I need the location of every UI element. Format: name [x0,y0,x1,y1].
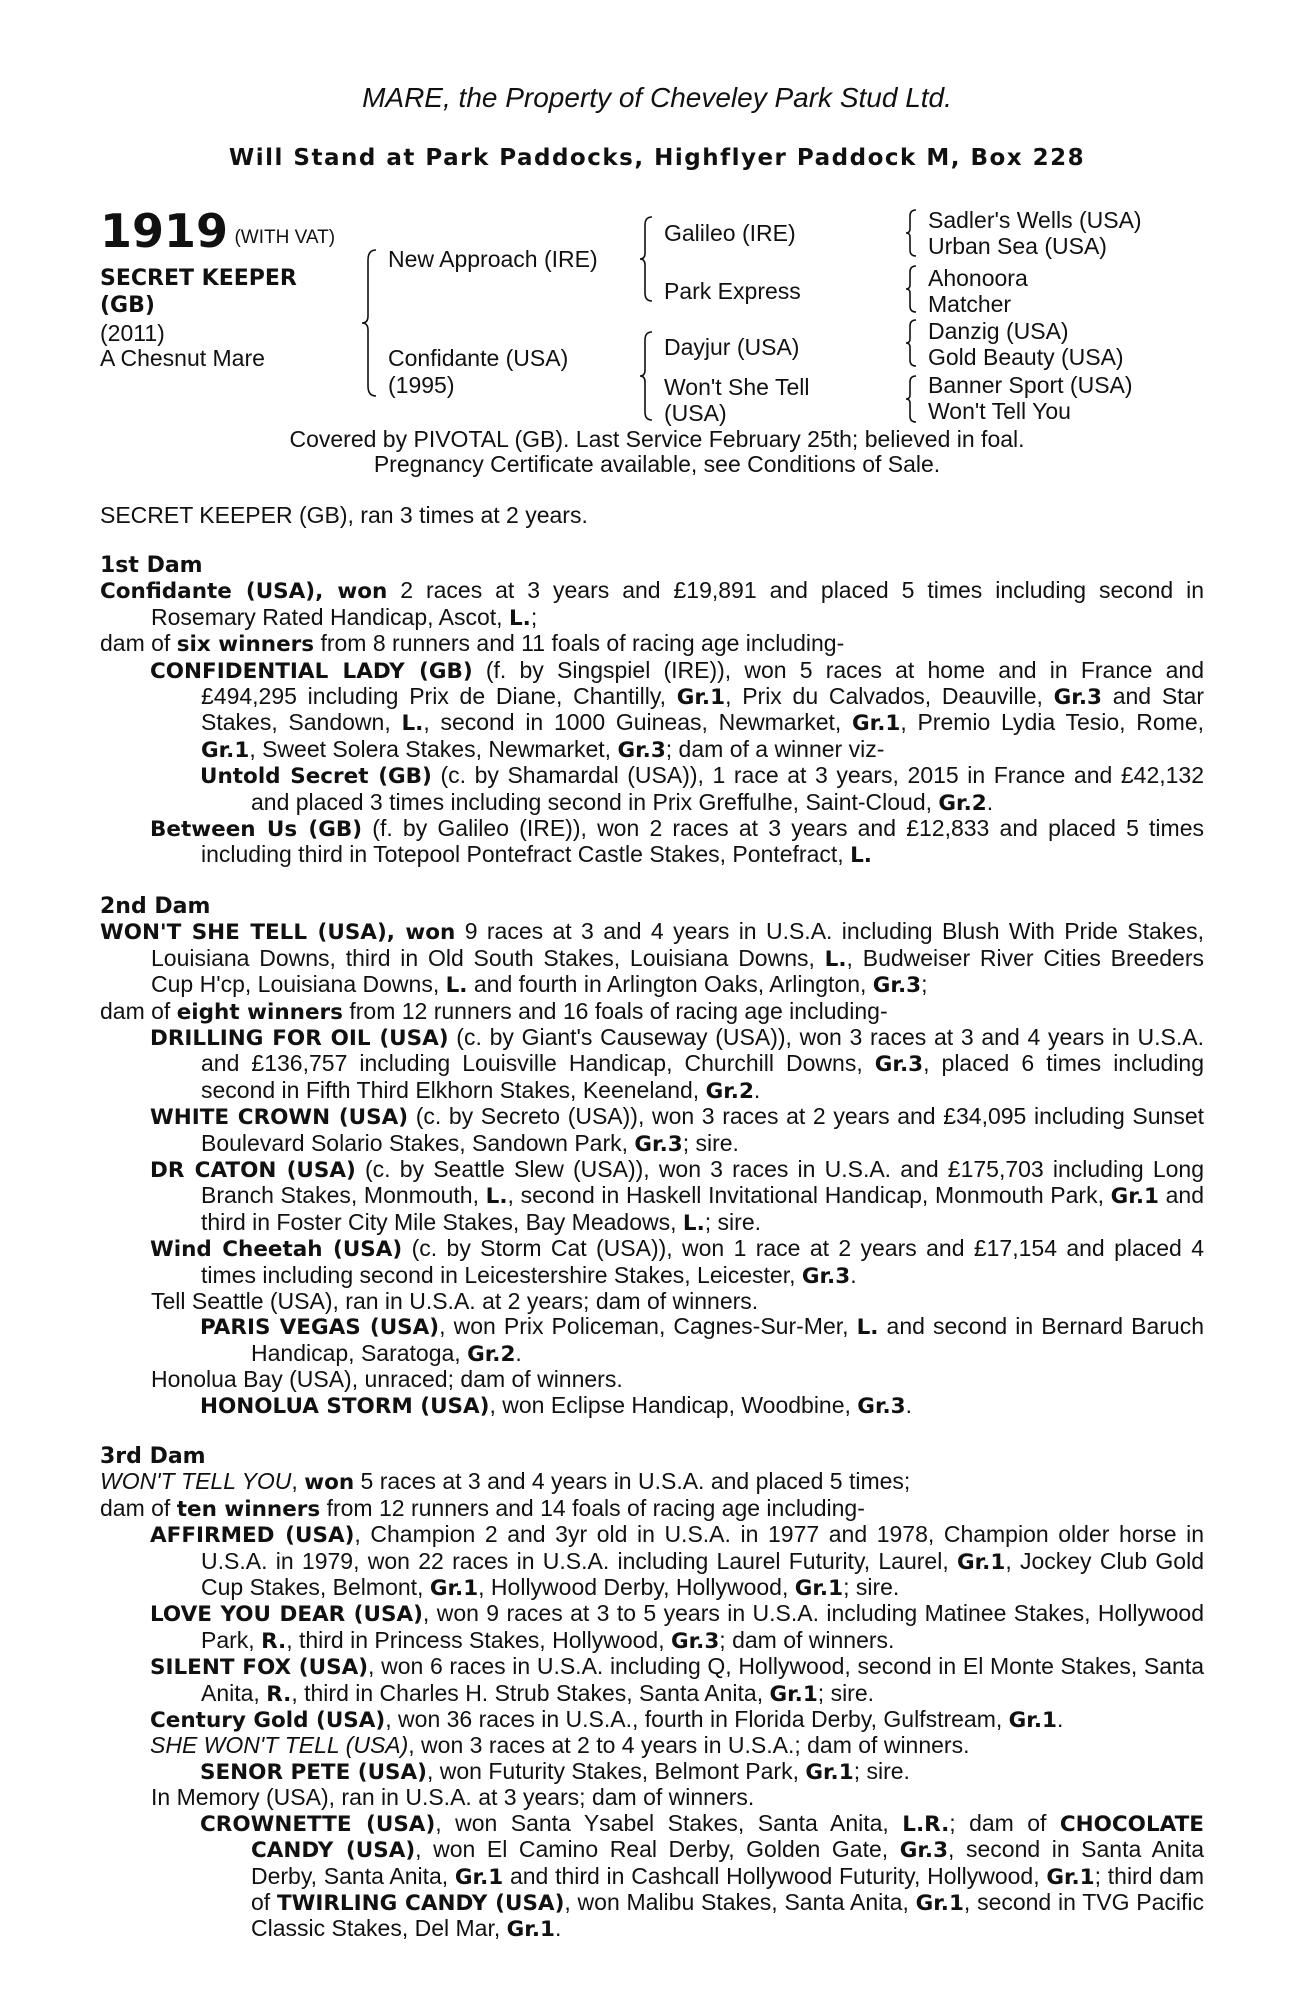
text-run: and fourth in Arlington Oaks, Arlington, [467,971,873,998]
text-run: CHOCOLATE CANDY (USA) [251,1811,1204,1864]
text-run: . [753,1076,761,1103]
text-run: Gr.3 [857,1393,906,1419]
text-run: 2 races at 3 years and £19,891 and placed 5 times including second in Rosemary Rated Handicap, Ascot, [151,577,1204,630]
text-run: Gr.1 [1008,1708,1057,1734]
text-run: , won 36 races in U.S.A., fourth in Florida Derby, Gulfstream, [385,1706,1009,1733]
text-run: ; sire. [843,1574,900,1601]
text-run: , won Santa Ysabel Stakes, Santa Anita, [435,1809,903,1836]
pedigree-g3: Ahonoora [928,265,1028,291]
text-run: , third in Charles H. Strub Stakes, Santa Anita, [291,1679,770,1706]
pedigree-g7: Banner Sport (USA) [928,372,1133,398]
text-run: Gr.1 [957,1549,1006,1575]
text-run: (c. by Giant's Causeway (USA)), won 3 races at 3 and 4 years in U.S.A. and £136,757 including Louisville Handicap, Churchill Downs, [201,1023,1204,1077]
horse-name [100,265,350,319]
text-run: , Jockey Club Gold Cup Stakes, Belmont, [201,1547,1204,1601]
text-run: , won Eclipse Handicap, Woodbine, [489,1391,858,1418]
text-run: R. [266,1681,292,1707]
pedigree-bracket-g78 [906,374,920,424]
progeny-entry: Tell Seattle (USA), ran in U.S.A. at 2 years; dam of winners. [151,1287,759,1314]
pedigree-dam-sire: Dayjur (USA) [664,334,800,360]
progeny-entry [100,1601,1204,1654]
text-run: ; sire. [682,1129,739,1156]
second-dam-name: WON'T SHE TELL (USA), won [100,920,456,946]
text-run: L. [508,605,531,631]
text-run: . [554,1915,562,1942]
progeny-name: WHITE CROWN (USA) [150,1105,409,1131]
text-run: , won 3 races at 2 to 4 years in U.S.A.; dam of winners. [408,1732,970,1759]
text-run: Gr.3 [872,973,922,999]
text-run: Gr.3 [899,1838,949,1864]
pedigree-bracket-dam [640,330,656,422]
text-run: , won 9 races at 3 to 5 years in U.S.A. including Matinee Stakes, Hollywood Park, [201,1600,1204,1653]
text-run: Gr.1 [1110,1184,1159,1210]
text-run: , Champion 2 and 3yr old in U.S.A. in 1977 and 1978, Champion older horse in U.S.A. in 1979, won 22 races in U.S.A. including Laurel Futurity, Laurel, [201,1521,1205,1574]
pedigree-g5: Danzig (USA) [928,318,1069,344]
text-run: Gr.1 [676,685,726,711]
text-run: ; dam of a winner viz- [665,735,885,762]
progeny-entry [100,1104,1204,1157]
pedigree-dam-dam-line2: (USA) [664,400,727,426]
text-run: , won Futurity Stakes, Belmont Park, [427,1757,806,1784]
text-run: eight winners [176,999,343,1025]
progeny-name: LOVE YOU DEAR (USA) [150,1602,423,1628]
text-run: , Sweet Solera Stakes, Newmarket, [249,735,618,762]
text-run: Gr.3 [1053,685,1102,711]
stand-line: Will Stand at Park Paddocks, Highflyer Paddock M, Box 228 [228,145,1086,171]
text-run: . [850,1261,857,1288]
progeny-entry [100,816,1204,869]
text-run: and third in Cashcall Hollywood Futurity, Hollywood, [503,1862,1047,1889]
text-run: won [304,1470,355,1496]
text-run: Gr.2 [938,790,987,816]
text-run: Gr.1 [429,1576,479,1602]
pedigree-dam-year: (1995) [388,372,455,398]
text-run: ; sire. [817,1679,875,1706]
lot-number: 1919 [100,204,229,258]
progeny-entry [100,658,1204,764]
progeny-name: Between Us (GB) [150,817,363,843]
progeny-name: Century Gold (USA) [150,1708,386,1734]
text-run: Gr.3 [634,1131,683,1157]
progeny-name: HONOLUA STORM (USA) [200,1393,490,1419]
horse-year: (2011) [100,320,165,346]
text-run: , Hollywood Derby, Hollywood, [478,1574,795,1601]
text-run: and third in Foster City Mile Stakes, Bay Meadows, [201,1182,1204,1235]
text-run: ; third dam of [251,1862,1204,1915]
text-run: , won El Camino Real Derby, Golden Gate, [415,1836,900,1863]
vat-label: (WITH VAT) [234,227,336,248]
text-run: L. [445,973,468,999]
third-dam-produce [100,1496,1204,1522]
text-run: ; sire. [704,1208,761,1235]
text-run: , third in Princess Stakes, Hollywood, [286,1626,671,1653]
text-run: L. [856,1315,879,1341]
first-dam-produce [100,631,1204,657]
text-run: ; [921,971,928,998]
third-dam-name: WON'T TELL YOU [100,1468,292,1495]
pedigree-dam: Confidante (USA) [388,345,569,371]
second-dam-entry [100,919,1204,998]
text-run: 5 races at 3 and 4 years in U.S.A. and placed 5 times; [354,1468,911,1495]
text-run: , placed 6 times including second in Fifth Third Elkhorn Stakes, Keeneland, [201,1050,1204,1103]
first-dam-entry [100,578,1204,631]
text-run: ; dam of [949,1809,1060,1836]
text-run: from 8 runners and 11 foals of racing age including- [314,630,845,657]
pedigree-sire-dam: Park Express [664,278,801,304]
text-run: Gr.1 [805,1759,854,1785]
progeny-entry [100,763,1204,816]
text-run: L.R. [902,1811,950,1837]
text-run: from 12 runners and 14 foals of racing age including- [320,1494,865,1521]
text-run: , won 6 races in U.S.A. including Q, Hollywood, second in El Monte Stakes, Santa Anita, [201,1653,1204,1706]
text-run: Gr.1 [506,1917,555,1943]
text-run: , second in TVG Pacific Classic Stakes, Del Mar, [251,1888,1204,1942]
text-run: L. [401,711,424,737]
text-run: , second in 1000 Guineas, Newmarket, [423,709,853,736]
pedigree-sire-sire: Galileo (IRE) [664,220,796,246]
progeny-entry [100,1025,1204,1104]
progeny-entry [100,1236,1204,1289]
progeny-entry: In Memory (USA), ran in U.S.A. at 3 years; dam of winners. [151,1784,755,1811]
pregnancy-line: Pregnancy Certificate available, see Conditions of Sale. [373,451,941,477]
pedigree-g4: Matcher [928,291,1012,317]
text-run: (f. by Galileo (IRE)), won 2 races at 3 years and £12,833 and placed 5 times including third in Totepool Pontefract Castle Stakes, Pontefract, [201,815,1204,868]
text-run: (c. by Seattle Slew (USA)), won 3 races in U.S.A. and £175,703 including Long Branch Stakes, Monmouth, [201,1155,1204,1209]
progeny-entry [100,1314,1204,1367]
pedigree-bracket-g56 [906,318,920,368]
text-run: ; dam of winners. [719,1626,895,1653]
text-run: . [1056,1706,1064,1733]
horse-description: A Chesnut Mare [100,345,265,371]
text-run: L. [824,946,847,972]
text-run: Gr.3 [801,1263,851,1289]
text-run: from 12 runners and 16 foals of racing age including- [342,997,888,1024]
pedigree-bracket-sire [640,215,656,303]
horse-name-line2: (GB) [100,293,155,318]
text-run: L. [682,1210,705,1236]
produce-record [100,553,1204,1943]
progeny-entry [100,1759,1204,1785]
text-run: , [291,1468,305,1495]
text-run: Gr.2 [705,1078,754,1104]
text-run: (f. by Singspiel (IRE)), won 5 races at home and in France and £494,295 including Prix de Diane, Chantilly, [201,656,1204,710]
text-run: ten winners [176,1496,321,1522]
pedigree-g1: Sadler's Wells (USA) [928,207,1142,233]
text-run: Gr.1 [852,711,901,737]
text-run: L. [850,843,872,869]
pedigree-bracket-g12 [906,208,920,258]
second-dam-heading: 2nd Dam [100,893,211,919]
second-dam-produce [100,999,1204,1025]
text-run: Gr.3 [617,737,666,763]
progeny-name: SHE WON'T TELL (USA) [150,1732,409,1759]
text-run: , Prix du Calvados, Deauville, [725,683,1054,710]
text-run: , second in Santa Anita Derby, Santa Anita, [251,1836,1205,1889]
text-run: (c. by Storm Cat (USA)), won 1 race at 2 years and £17,154 and placed 4 times including second in Leicestershire Stakes, Leicester, [201,1235,1204,1288]
text-run: (c. by Shamardal (USA)), 1 race at 3 years, 2015 in France and £42,132 and placed 3 times including second in Prix Greffulhe, Saint-Cloud, [251,762,1204,815]
text-run: six winners [176,632,315,658]
text-run: R. [261,1628,287,1654]
text-run: . [905,1391,912,1418]
first-dam-name: Confidante (USA), won [100,579,388,605]
text-run: dam of [100,630,177,657]
lot-header [100,204,336,258]
third-dam-entry [100,1469,1204,1495]
text-run: TWIRLING CANDY (USA) [276,1890,565,1916]
progeny-entry [100,1157,1204,1236]
text-run: , Premio Lydia Tesio, Rome, [900,709,1205,736]
text-run: , Budweiser River Cities Breeders Cup H'cp, Louisiana Downs, [151,944,1204,998]
text-run: dam of [100,1494,177,1521]
text-run: dam of [100,997,177,1024]
text-run: . [986,788,994,815]
text-run: , second in Haskell Invitational Handicap, Monmouth Park, [507,1182,1111,1209]
progeny-name: DR CATON (USA) [150,1157,356,1183]
text-run: Gr.1 [201,737,250,763]
pedigree-dam-dam: Won't She Tell [664,374,810,400]
text-run: Gr.2 [467,1341,516,1367]
text-run: , won Prix Policeman, Cagnes-Sur-Mer, [439,1313,857,1340]
progeny-entry: Honolua Bay (USA), unraced; dam of winners. [151,1366,623,1393]
pedigree-sire: New Approach (IRE) [388,246,598,272]
text-run: Gr.1 [454,1864,504,1890]
horse-name-line1: SECRET KEEPER [100,266,297,291]
pedigree-g8: Won't Tell You [928,398,1071,424]
pedigree-bracket-g34 [906,264,920,314]
owner-line: MARE, the Property of Cheveley Park Stud Ltd. [362,82,952,113]
first-dam-heading: 1st Dam [100,553,203,578]
text-run: 9 races at 3 and 4 years in U.S.A. including Blush With Pride Stakes, Louisiana Downs, third in Old South Stakes, Louisiana Downs, [151,918,1204,971]
race-record: SECRET KEEPER (GB), ran 3 times at 2 years. [100,502,588,528]
text-run: (c. by Secreto (USA)), won 3 races at 2 years and £34,095 including Sunset Boulevard Solario Stakes, Sandown Park, [201,1103,1205,1156]
text-run: Gr.1 [794,1576,844,1602]
progeny-entry [100,1707,1204,1733]
progeny-name: DRILLING FOR OIL (USA) [150,1025,449,1051]
third-dam-heading: 3rd Dam [100,1444,206,1469]
text-run: Gr.3 [874,1052,924,1078]
text-run: . [515,1339,522,1366]
text-run: and second in Bernard Baruch Handicap, Saratoga, [251,1313,1205,1366]
progeny-name: Untold Secret (GB) [200,764,432,790]
text-run: Gr.1 [769,1681,818,1707]
pedigree-g2: Urban Sea (USA) [928,233,1107,259]
text-run: Gr.1 [915,1890,964,1916]
progeny-entry [100,1393,1204,1419]
progeny-name: SILENT FOX (USA) [150,1655,369,1681]
text-run: ; [530,603,538,630]
progeny-name: Wind Cheetah (USA) [150,1237,403,1263]
progeny-entry [100,1654,1204,1707]
progeny-entry [100,1733,1204,1758]
progeny-entry [100,1811,1204,1943]
text-run: L. [485,1184,508,1210]
text-run: Gr.3 [670,1628,720,1654]
text-run: ; sire. [853,1757,910,1784]
progeny-name: AFFIRMED (USA) [150,1523,355,1549]
text-run: and Star Stakes, Sandown, [201,683,1204,736]
progeny-name: CROWNETTE (USA) [200,1811,436,1837]
pedigree-g6: Gold Beauty (USA) [928,344,1124,370]
progeny-name: PARIS VEGAS (USA) [200,1315,440,1341]
progeny-name: CONFIDENTIAL LADY (GB) [150,658,473,684]
progeny-name: SENOR PETE (USA) [200,1759,427,1785]
covered-line: Covered by PIVOTAL (GB). Last Service February 25th; believed in foal. [289,426,1025,452]
progeny-entry [100,1522,1204,1601]
text-run: , won Malibu Stakes, Santa Anita, [564,1888,916,1915]
text-run: Gr.1 [1046,1864,1095,1890]
pedigree-bracket-main [362,248,382,398]
